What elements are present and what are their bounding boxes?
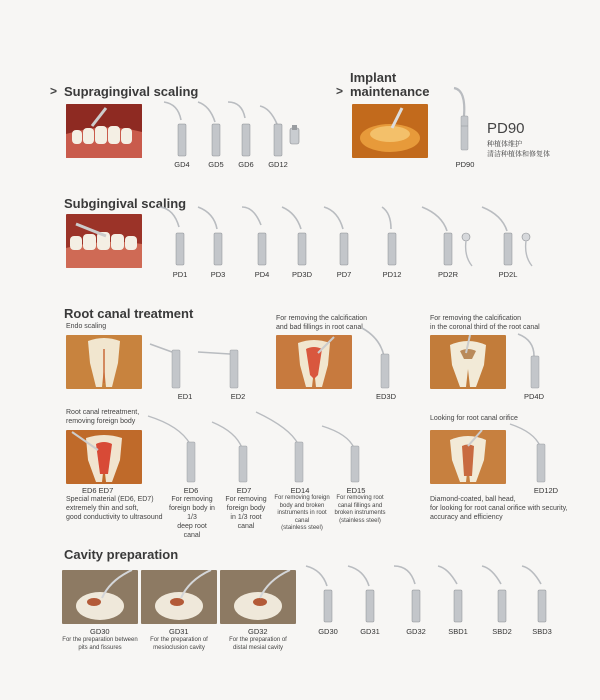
tip-label-pd1: PD1 <box>172 270 188 279</box>
photo-desc-gd30 <box>60 636 140 652</box>
tip-pd2l <box>480 205 514 267</box>
tip-gd12 <box>258 100 284 158</box>
ed15-desc-1: For removing root <box>336 495 384 501</box>
tip-cavity-gd31 <box>346 564 376 624</box>
ed7-desc-1: For removing <box>225 496 267 503</box>
ed14-desc <box>272 495 332 533</box>
material-note-2: extremely thin and soft, <box>66 505 139 512</box>
ed6-desc-3: deep root canal <box>177 523 207 539</box>
photo-orifice <box>430 430 506 484</box>
tip-label-cavity-sbd2: SBD2 <box>492 627 512 636</box>
photo-desc-gd32 <box>218 636 298 652</box>
tip-label-gd12: GD12 <box>268 160 288 169</box>
photo-cavity-gd30 <box>62 570 138 624</box>
section-title-implant-line2: maintenance <box>350 84 430 99</box>
tip-cavity-sbd2 <box>478 564 508 624</box>
tip-label-cavity-gd31: GD31 <box>360 627 380 636</box>
ed7-desc-2: foreign body <box>226 505 266 512</box>
tip-label-pd3d: PD3D <box>291 270 312 279</box>
tip-label-ed15: ED15 <box>346 486 366 495</box>
tip-label-gd6: GD6 <box>238 160 254 169</box>
diamond-note-1: Diamond-coated, ball head, <box>430 496 516 503</box>
implant-code: PD90 <box>487 120 525 137</box>
material-note-1: Special material (ED6, ED7) <box>66 496 154 503</box>
tip-pd7 <box>322 205 350 267</box>
tip-label-ed2: ED2 <box>230 392 246 401</box>
tip-gd4 <box>162 100 188 158</box>
tip-ed14 <box>254 410 310 484</box>
material-note-3: good conductivity to ultrasound <box>66 514 163 521</box>
retreat-note-2: removing foreign body <box>66 418 136 425</box>
tip-label-cavity-gd32: GD32 <box>406 627 426 636</box>
photo-coronal <box>430 335 506 389</box>
section-title-supragingival: Supragingival scaling <box>64 84 199 99</box>
photo-desc-line-2: mesioclusion cavity <box>153 645 205 651</box>
tip-pd4d <box>516 332 544 390</box>
orifice-note: Looking for root canal orifice <box>430 415 518 422</box>
tip-ed1 <box>148 338 192 390</box>
endo-scaling-label: Endo scaling <box>66 323 107 330</box>
tip-gd5 <box>196 100 222 158</box>
tip-label-pd2l: PD2L <box>498 270 518 279</box>
retreat-note-1: Root canal retreatment, <box>66 409 140 416</box>
tip-cavity-sbd3 <box>518 564 548 624</box>
tip-pd12 <box>370 205 398 267</box>
tip-ed7 <box>210 420 254 484</box>
gd12-cap-icon <box>288 124 302 146</box>
photo-desc-line-1: For the preparation of <box>229 637 287 643</box>
photo-desc-gd31 <box>139 636 219 652</box>
ed14-desc-3: instruments in root canal <box>277 510 327 524</box>
photo-endo-scaling <box>66 335 142 389</box>
tip-cavity-sbd1 <box>434 564 464 624</box>
section-title-subgingival: Subgingival scaling <box>64 196 187 211</box>
tip-pd2r <box>420 205 454 267</box>
implant-desc-cn-1: 种植体维护 <box>487 141 522 148</box>
photo-subgingival <box>66 214 142 268</box>
tip-ed12d <box>508 422 552 484</box>
section-title-cavity: Cavity preparation <box>64 547 179 562</box>
photo-retreatment <box>66 430 142 484</box>
photo-supragingival <box>66 104 142 158</box>
tip-label-ed14: ED14 <box>290 486 310 495</box>
ed15-desc-3: broken instruments <box>334 510 386 516</box>
tip-label-ed7: ED7 <box>236 486 252 495</box>
photo-code-gd30: GD30 <box>90 627 110 636</box>
tip-label-cavity-sbd3: SBD3 <box>532 627 552 636</box>
photo-desc-line-1: For the preparation between <box>62 637 138 643</box>
tip-label-pd3: PD3 <box>210 270 226 279</box>
photo-code-gd32: GD32 <box>248 627 268 636</box>
implant-desc-cn-2: 清洁种植体和修复体 <box>487 151 550 158</box>
section-title-implant-line1: Implant <box>350 70 397 85</box>
ed7-desc-3: in 1/3 root canal <box>230 514 262 530</box>
ed7-desc <box>222 495 270 531</box>
coronal-note-1: For removing the calcification <box>430 315 522 322</box>
ed14-desc-2: body and broken <box>279 502 325 509</box>
photo-code-gd31: GD31 <box>169 627 189 636</box>
tip-label-ed6: ED6 <box>183 486 199 495</box>
tip-label-pd90: PD90 <box>455 160 475 169</box>
pd2r-probe-icon <box>458 230 478 270</box>
ed14-desc-4: (stainless steel) <box>281 525 323 531</box>
ed14-desc-1: For removing foreign <box>274 495 330 501</box>
tip-ed6 <box>146 414 200 484</box>
photo-desc-line-2: pits and fissures <box>78 645 122 651</box>
ed15-desc-4: (stainless steel) <box>339 517 381 524</box>
tip-label-ed12d: ED12D <box>533 486 559 495</box>
tip-label-cavity-gd30: GD30 <box>318 627 338 636</box>
tip-pd1 <box>158 205 186 267</box>
tip-label-pd4: PD4 <box>254 270 270 279</box>
tip-ed2 <box>196 342 246 390</box>
coronal-note-2: in the coronal third of the root canal <box>430 324 540 331</box>
tip-pd3d <box>280 205 308 267</box>
calc-note-2: and bad fillings in root canal <box>276 324 363 331</box>
tip-label-cavity-sbd1: SBD1 <box>448 627 468 636</box>
tip-ed15 <box>320 424 364 484</box>
calc-note-1: For removing the calcification <box>276 315 368 322</box>
tip-pd4 <box>240 205 268 267</box>
tip-gd6 <box>226 100 252 158</box>
diamond-note-3: accuracy and efficiency <box>430 514 503 521</box>
ed6-desc-1: For removing <box>171 496 213 503</box>
tip-label-ed3d: ED3D <box>375 392 396 401</box>
photo-cavity-gd32 <box>220 570 296 624</box>
tip-cavity-gd32 <box>392 564 422 624</box>
tip-label-pd2r: PD2R <box>437 270 458 279</box>
tip-pd3 <box>196 205 224 267</box>
photo-implant <box>352 104 428 158</box>
photo-labels-ed6-ed7: ED6 ED7 <box>82 486 114 495</box>
photo-cavity-gd31 <box>141 570 217 624</box>
chevron-right-icon: > <box>50 84 58 98</box>
ed15-desc <box>330 495 390 525</box>
photo-desc-line-2: distal mesial cavity <box>232 645 283 651</box>
ed6-desc <box>168 495 216 540</box>
tip-label-pd12: PD12 <box>382 270 402 279</box>
section-title-root-canal: Root canal treatment <box>64 306 194 321</box>
tip-pd90 <box>452 86 472 158</box>
photo-desc-line-1: For the preparation of <box>150 637 208 643</box>
tip-cavity-gd30 <box>304 564 334 624</box>
photo-calcification <box>276 335 352 389</box>
ed15-desc-2: canal fillings and <box>337 502 383 509</box>
tip-ed3d <box>360 326 394 390</box>
ed6-desc-2: foreign body in 1/3 <box>169 505 215 521</box>
tip-label-pd7: PD7 <box>336 270 352 279</box>
tip-label-pd4d: PD4D <box>523 392 544 401</box>
tip-label-ed1: ED1 <box>177 392 193 401</box>
tip-label-gd5: GD5 <box>208 160 224 169</box>
pd2l-probe-icon <box>518 230 538 270</box>
tip-label-gd4: GD4 <box>174 160 190 169</box>
diamond-note-2: for looking for root canal orifice with security, <box>430 505 568 512</box>
chevron-right-icon: > <box>336 84 344 98</box>
